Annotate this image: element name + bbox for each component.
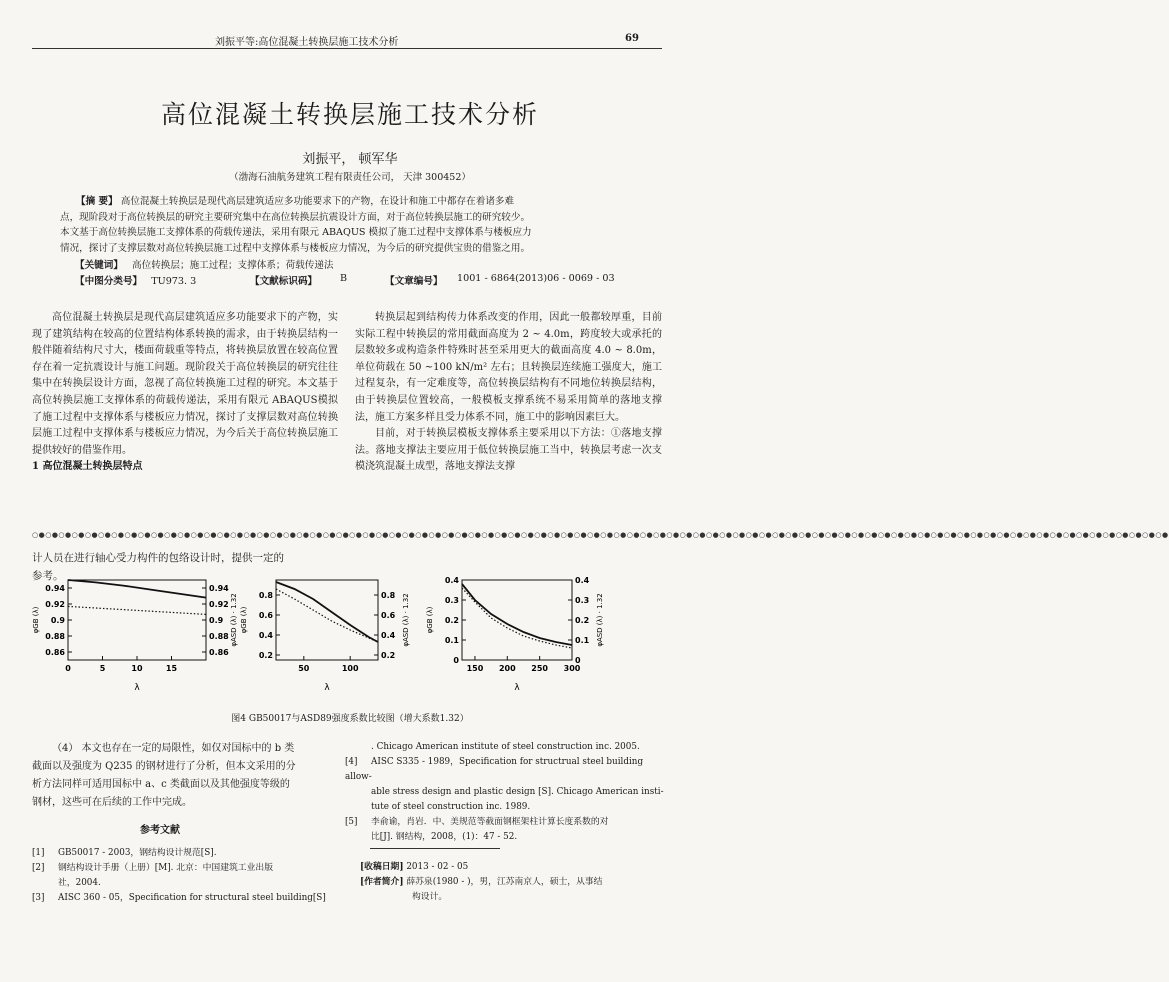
body-left-column <box>32 310 338 476</box>
y-tick-label: 0.8 <box>258 591 273 600</box>
abstract <box>60 194 640 256</box>
figure-caption: 图4 GB50017与ASD89强度系数比较图（增大系数1.32） <box>231 714 469 724</box>
y-tick-label-right: 0.4 <box>381 631 396 640</box>
y-tick-label: 0.2 <box>444 616 459 625</box>
abstract-line: 本文基于高位转换层施工支撑体系的荷载传递法，采用有限元 ABAQUS 模拟了施工过程中支撑体系与楼板应力 <box>60 227 532 239</box>
article-info: [收稿日期] 2013 - 02 - 05 [作者简介] 薛苏泉(1980 - )，男，江苏南京人，硕士，从事结 构设计。 <box>360 862 603 902</box>
x-tick-label: 150 <box>466 664 484 673</box>
reference-item: [1] GB50017 - 2003，钢结构设计规范[S]. <box>32 848 217 858</box>
plot-frame <box>68 580 206 660</box>
x-tick-label: 15 <box>165 664 178 673</box>
section-heading: 1 高位混凝土转换层特点 <box>32 461 143 473</box>
y-tick-label: 0 <box>453 656 459 665</box>
reference-item: [2] 钢结构设计手册（上册）[M]. 北京：中国建筑工业出版 社，2004. <box>32 863 273 888</box>
y-tick-label-right: 0.2 <box>575 616 590 625</box>
abstract-line: 点，现阶段对于高位转换层的研究主要研究集中在高位转换层抗震设计方面，对于高位转换层施工的研究较少。 <box>60 211 531 223</box>
y-tick-label: 0.2 <box>258 651 273 660</box>
article-title: 高位混凝土转换层施工技术分析 <box>160 100 539 129</box>
plot-frame <box>276 580 378 660</box>
y-tick-label-right: 0.92 <box>209 600 229 609</box>
y-axis-label-right: φASD (λ) · 1.32 <box>230 593 238 647</box>
y-tick-label: 0.9 <box>50 616 65 625</box>
y-tick-label: 0.92 <box>45 600 65 609</box>
body-paragraph: 目前，对于转换层模板支撑体系主要采用以下方法：①落地支撑法。落地支撑法主要应用于低位转换层施工当中，转换层考虑一次支模浇筑混凝土成型，落地支撑法支撑 <box>355 428 663 473</box>
doc-code-label: 【文献标识码】 <box>250 276 318 287</box>
abstract-label: 【摘 要】 <box>76 196 118 207</box>
y-tick-label-right: 0.86 <box>209 648 229 657</box>
keywords <box>75 257 334 271</box>
x-tick-label: 200 <box>498 664 516 673</box>
y-tick-label: 0.6 <box>258 611 273 620</box>
y-tick-label-right: 0.2 <box>381 651 396 660</box>
y-tick-label-right: 0.9 <box>209 616 224 625</box>
series-line-asd <box>68 606 206 614</box>
dotted-separator: ○●○●○●○●○●○●○●○●○●○●○●○●○●○●○●○●○●○●○●○●○●○●○●○●○●○●○●○●○●○●○●○●○●○●○●○●○●○●○●○●○●○●○●○●○●○●○●○●○●○●○●○●○●○●○●○●○●○●○●○●○●○●○●○●○●○●○●○●○●○●○●○●○●○●○●○●○●○●○●○●○●○●○●○●○●○● <box>32 531 1169 539</box>
series-line-gb <box>276 582 378 642</box>
received-label: [收稿日期] <box>360 862 404 872</box>
y-axis-label-left: φGB (λ) <box>240 606 248 634</box>
y-axis-label-left: φGB (λ) <box>426 606 434 634</box>
y-tick-label: 0.86 <box>45 648 65 657</box>
running-header: 刘振平等:高位混凝土转换层施工技术分析 <box>215 37 399 48</box>
x-tick-label: 10 <box>131 664 143 673</box>
affiliation: （渤海石油航务建筑工程有限责任公司， 天津 300452） <box>229 172 471 183</box>
reference-item: [4] AISC S335 - 1989，Specification for structrual steel building allow- able stress design and plastic design [S]. Chicago American insti- tute of steel construction inc. 1989. <box>345 757 664 812</box>
header-rule <box>32 48 662 49</box>
page-number: 69 <box>625 33 639 44</box>
figure-4 <box>30 574 670 704</box>
body-right-column <box>355 310 662 476</box>
references-left <box>32 846 342 906</box>
plot-frame <box>462 580 572 660</box>
x-tick-label: 5 <box>99 664 106 673</box>
y-tick-label: 0.4 <box>258 631 273 640</box>
clc-value: TU973. 3 <box>151 276 197 287</box>
previous-article-tail: 计人员在进行轴心受力构件的包络设计时，提供一定的 参考。 <box>32 552 284 582</box>
x-axis-label: λ <box>514 683 520 693</box>
abstract-line: 情况，探讨了支撑层数对高位转换层施工过程中支撑体系与楼板应力情况，为今后的研究提供宝贵的借鉴之用。 <box>60 242 531 254</box>
y-tick-label: 0.1 <box>444 636 459 645</box>
received-date: 2013 - 02 - 05 <box>406 862 469 872</box>
y-axis-label-left: φGB (λ) <box>32 606 40 634</box>
author-bio-label: [作者简介] <box>360 877 404 887</box>
series-line-gb <box>462 584 572 645</box>
x-tick-label: 250 <box>531 664 548 673</box>
y-axis-label-right: φASD (λ) · 1.32 <box>596 593 604 647</box>
y-tick-label-right: 0.94 <box>209 584 229 593</box>
x-tick-label: 0 <box>65 664 71 673</box>
authors: 刘振平， 顿军华 <box>302 152 398 167</box>
x-tick-label: 100 <box>341 664 359 673</box>
y-tick-label-right: 0.8 <box>381 591 396 600</box>
doc-code-value: B <box>340 273 348 284</box>
clc-label: 【中图分类号】 <box>75 276 143 287</box>
y-tick-label: 0.4 <box>444 576 459 585</box>
body-paragraph: 转换层起到结构传力体系改变的作用，因此一般都较厚重，目前实际工程中转换层的常用截面高度为 2 ~ 4.0m，跨度较大或承托的层数较多或构造条件特殊时甚至采用更大的截面高度 4.0 ~ 8.0m，单位荷载在 50 ~100 kN/m² 左右；且转换层连续施工强度大，施工过程复杂，有一定难度等，高位转换层结构有不同地位转换层结构，由于转换层位置较高，一般模板支撑系统不易采用简单的落地支撑法，施工方案多样且受力体系不同，施工中的影响因素巨大。 <box>355 312 663 423</box>
series-line-gb <box>68 580 206 598</box>
references-heading: 参考文献 <box>140 825 180 836</box>
article-no-label: 【文章编号】 <box>385 276 443 287</box>
reference-item: [3] AISC 360 - 05，Specification for structural steel building[S] <box>32 893 326 903</box>
classification-line <box>75 273 635 287</box>
y-axis-label-right: φASD (λ) · 1.32 <box>402 593 410 647</box>
article-no-value: 1001 - 6864(2013)06 - 0069 - 03 <box>457 273 615 284</box>
y-tick-label-right: 0.88 <box>209 632 229 641</box>
y-tick-label: 0.94 <box>45 584 65 593</box>
footnote-rule <box>370 848 500 849</box>
reference-item: [5] 李俞谕，肖岩．中、美规范等截面钢框架柱计算长度系数的对 比[J]. 钢结构，2008，(1)：47 - 52. <box>345 817 609 842</box>
series-line-asd <box>462 588 572 648</box>
x-tick-label: 300 <box>563 664 581 673</box>
reference-item: . Chicago American institute of steel construction inc. 2005. <box>371 742 640 752</box>
x-axis-label: λ <box>134 683 140 693</box>
x-axis-label: λ <box>324 683 330 693</box>
y-tick-label-right: 0 <box>575 656 581 665</box>
body-paragraph: 高位混凝土转换层是现代高层建筑适应多功能要求下的产物，实现了建筑结构在较高的位置结构体系转换的需求，由于转换层结构一般伴随着结构尺寸大，楼面荷载重等特点，将转换层放置在较高位置存在着一定抗震设计与施工问题。现阶段关于高位转换层的研究往往集中在转换层设计方面，忽视了高位转换施工过程的研究。本文基于高位转换层施工支撑体系的荷载传递法，采用有限元 ABAQUS模拟了施工过程中支撑体系与楼板应力情况，探讨了支撑层数对高位转换层施工过程中支撑体系与楼板应力情况，为今后关于高位转换层施工提供较好的借鉴作用。 <box>32 312 339 456</box>
keywords-label: 【关键词】 <box>75 260 123 271</box>
y-tick-label-right: 0.6 <box>381 611 396 620</box>
y-tick-label-right: 0.4 <box>575 576 590 585</box>
conclusion-paragraph: （4） 本文也存在一定的局限性，如仅对国标中的 b 类 截面以及强度为 Q235 的钢材进行了分析，但本文采用的分 析方法同样可适用国标中 a、c 类截面以及其他强度等级的 钢材，这些可在后续的工作中完成。 <box>32 743 296 808</box>
y-tick-label: 0.88 <box>45 632 65 641</box>
y-tick-label-right: 0.3 <box>575 596 590 605</box>
y-tick-label-right: 0.1 <box>575 636 590 645</box>
references-right <box>345 740 665 845</box>
keywords-value: 高位转换层；施工过程；支撑体系；荷载传递法 <box>132 260 334 271</box>
y-tick-label: 0.3 <box>444 596 459 605</box>
x-tick-label: 50 <box>298 664 310 673</box>
abstract-line: 【摘 要】 高位混凝土转换层是现代高层建筑适应多功能要求下的产物，在设计和施工中都存在着诸多难 <box>76 196 515 207</box>
